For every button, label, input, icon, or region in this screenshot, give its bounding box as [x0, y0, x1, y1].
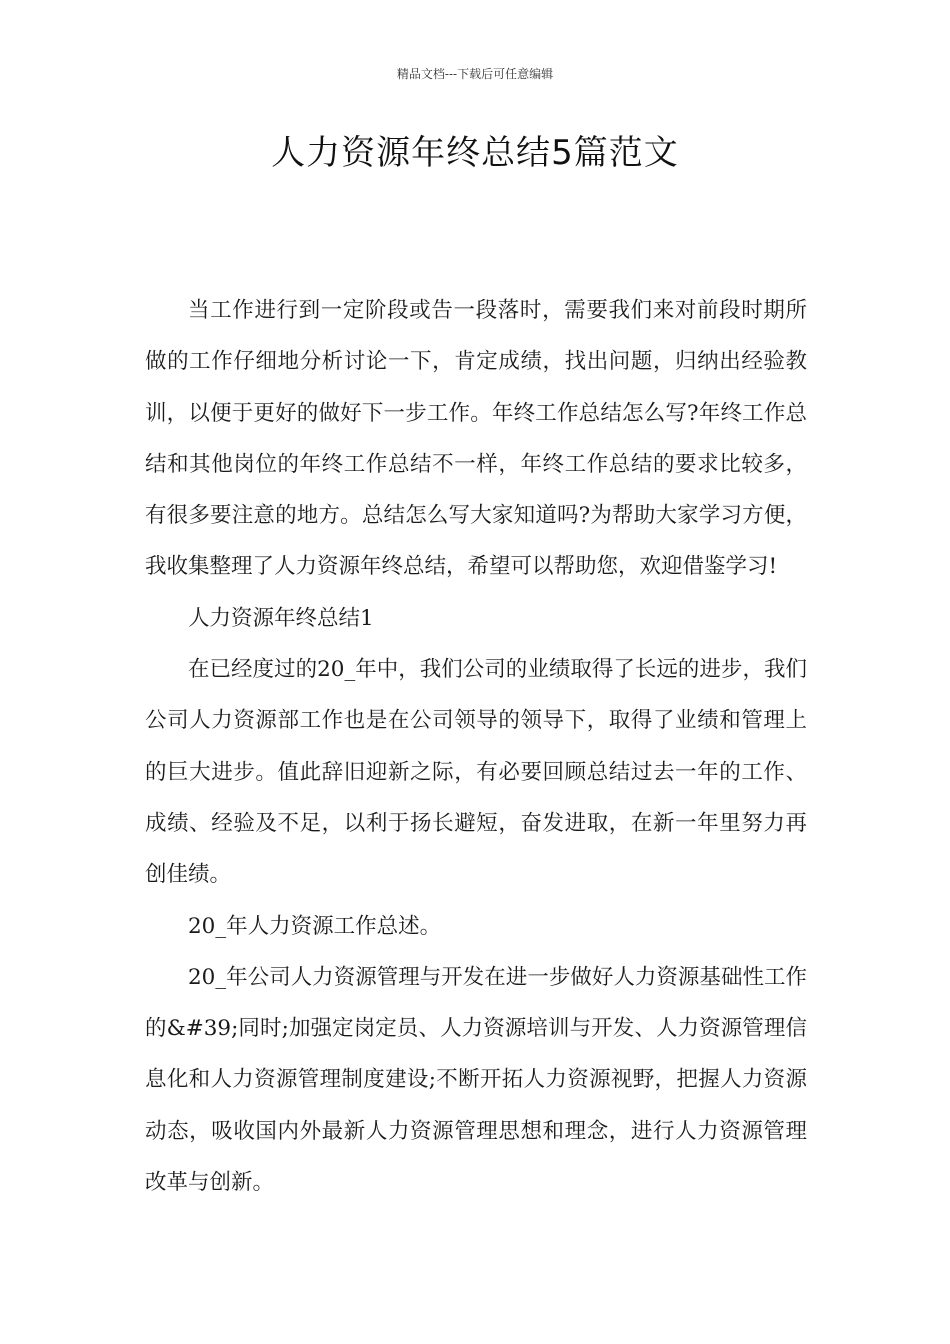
page-header: 精品文档---下载后可任意编辑 [396, 67, 554, 81]
section-heading: 人力资源年终总结1 [188, 605, 374, 631]
body-paragraph: 20_年公司人力资源管理与开发在进一步做好人力资源基础性工作的&#39;同时;加强定岗定员、人力资源培训与开发、人力资源管理信息化和人力资源管理制度建设;不断开拓人力资源视野，把握人力资源动态，吸收国内外最新人力资源管理思想和理念，进行人力资源管理改革与创新。 [145, 964, 807, 1196]
body-paragraph: 在已经度过的20_年中，我们公司的业绩取得了长远的进步，我们公司人力资源部工作也是在公司领导的领导下，取得了业绩和管理上的巨大进步。值此辞旧迎新之际，有必要回顾总结过去一年的工作、成绩、经验及不足，以利于扬长避短，奋发进取，在新一年里努力再创佳绩。 [145, 657, 807, 888]
subsection-heading: 20_年人力资源工作总述。 [188, 913, 442, 939]
page-title: 人力资源年终总结5篇范文 [271, 133, 679, 173]
document-body [145, 285, 807, 1208]
intro-paragraph: 当工作进行到一定阶段或告一段落时，需要我们来对前段时期所做的工作仔细地分析讨论一下，肯定成绩，找出问题，归纳出经验教训，以便于更好的做好下一步工作。年终工作总结怎么写?年终工作总结和其他岗位的年终工作总结不一样，年终工作总结的要求比较多，有很多要注意的地方。总结怎么写大家知道吗?为帮助大家学习方便，我收集整理了人力资源年终总结，希望可以帮助您，欢迎借鉴学习! [145, 298, 807, 580]
